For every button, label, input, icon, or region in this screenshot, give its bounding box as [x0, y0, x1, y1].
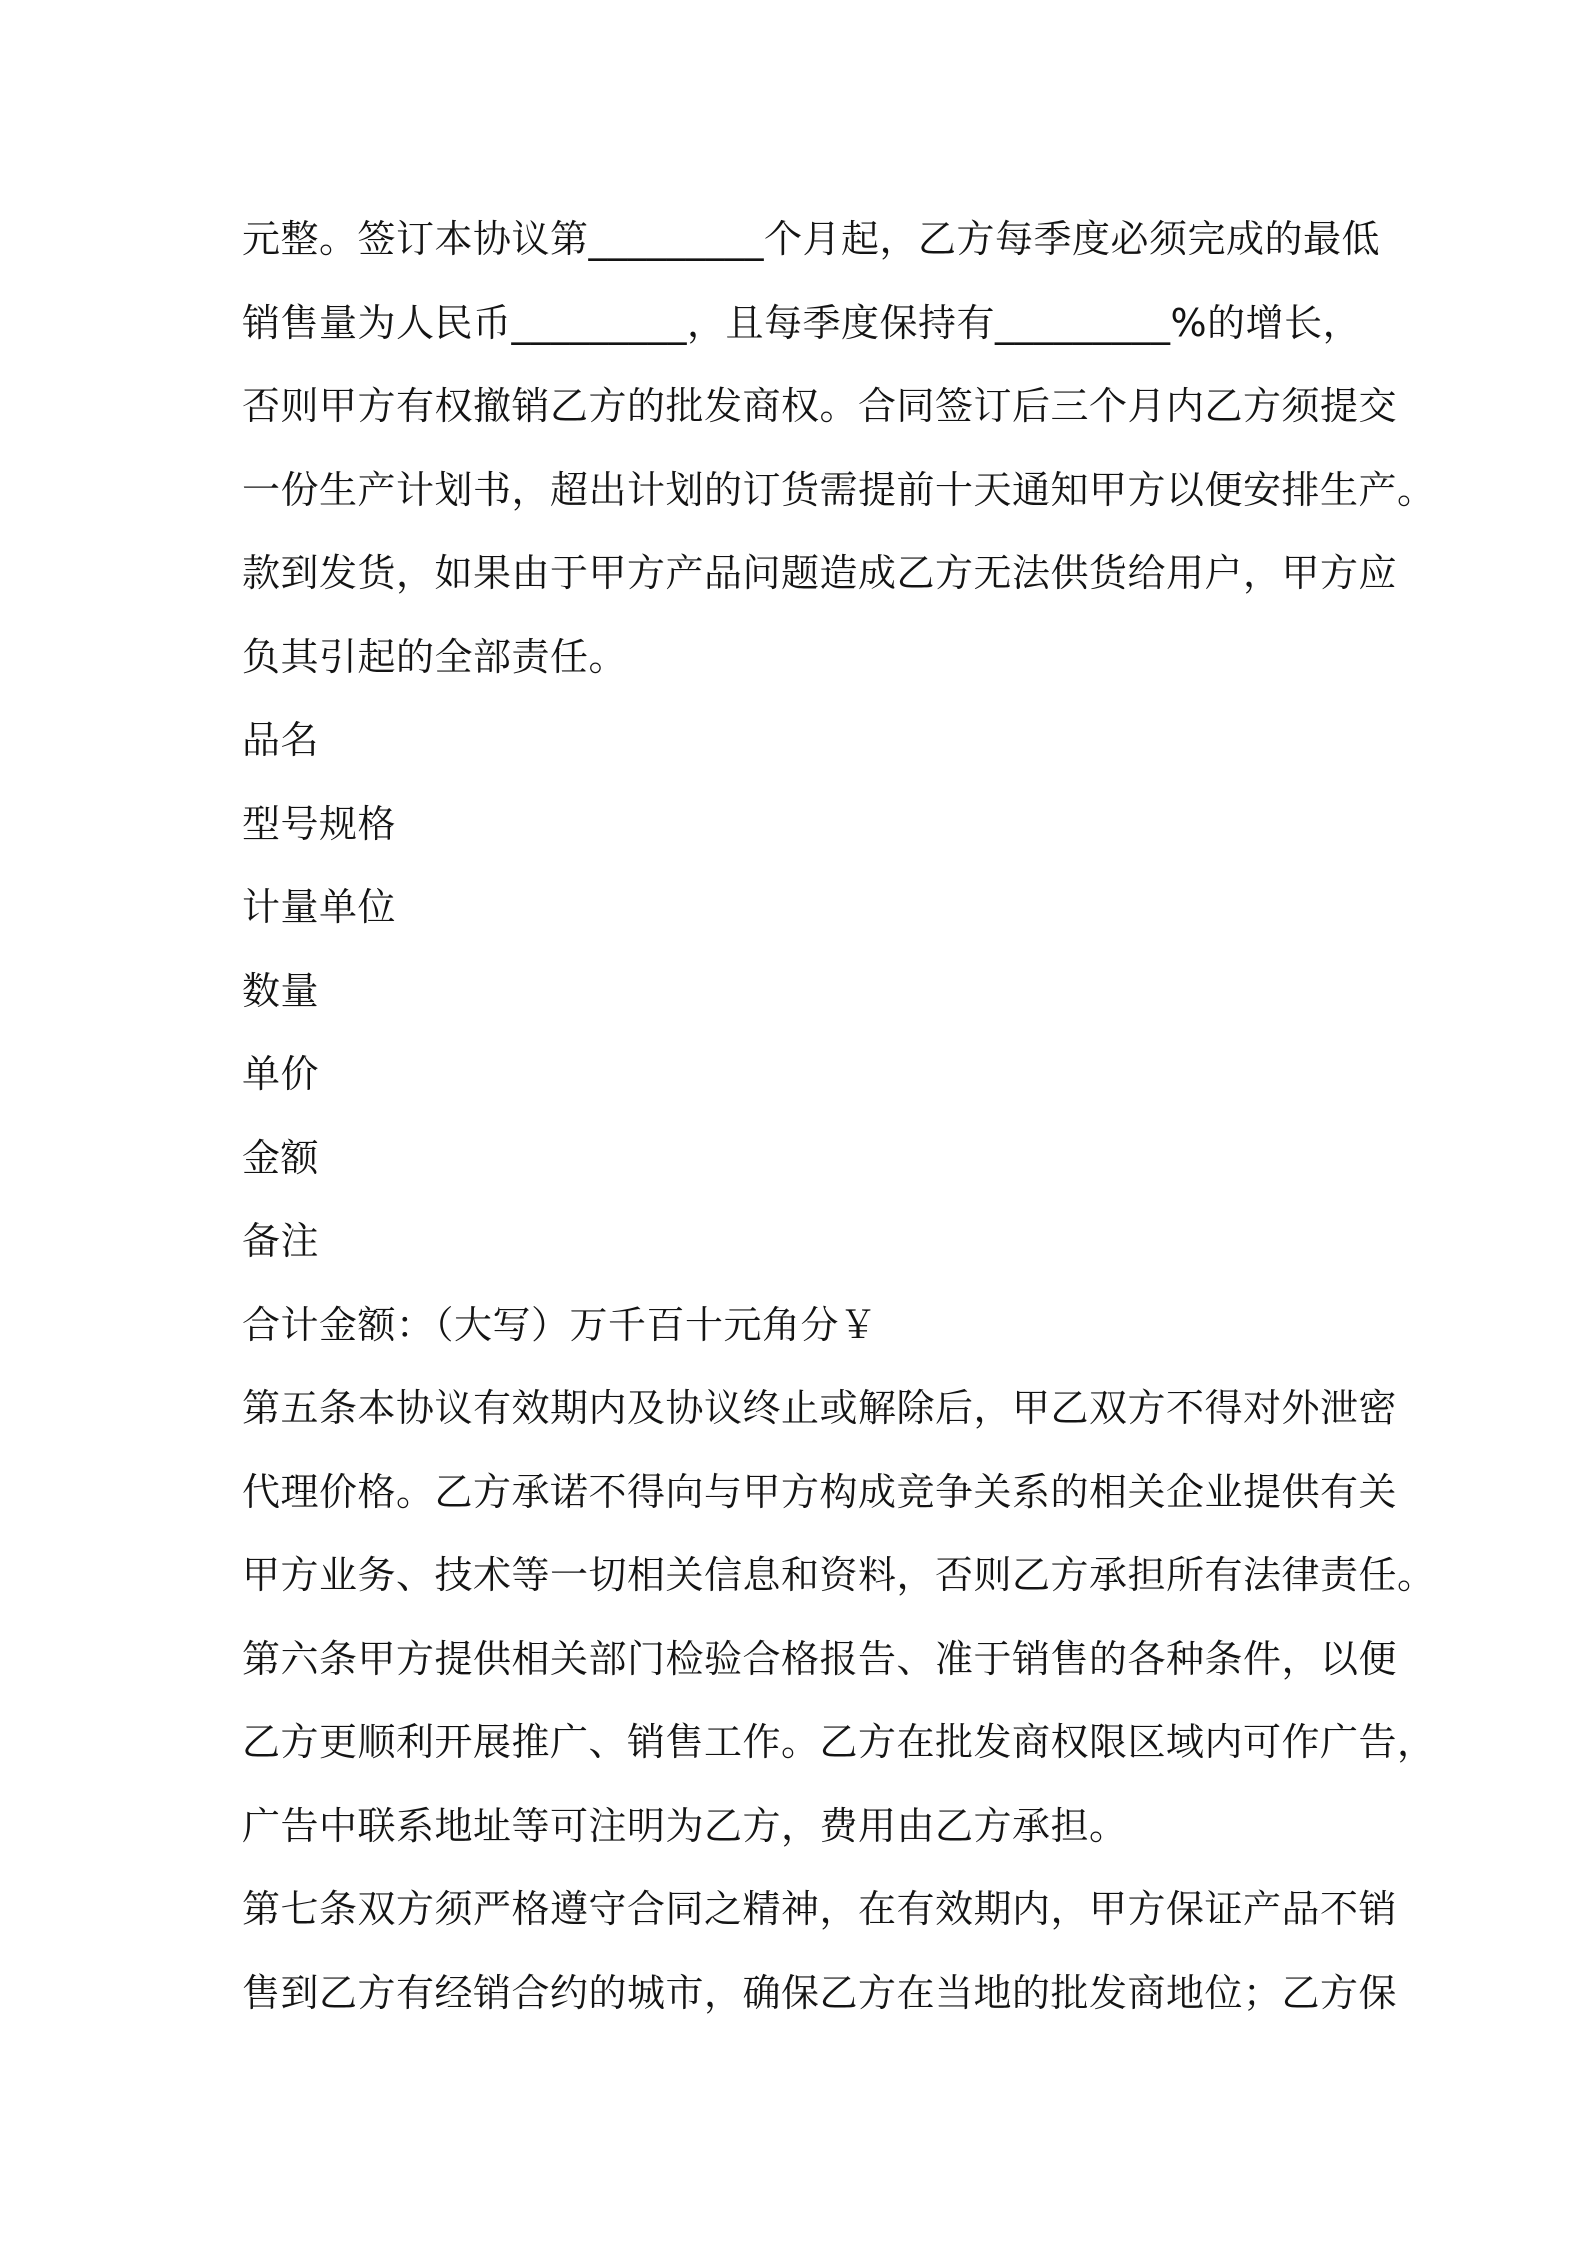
- document-body: [242, 198, 1436, 2035]
- text-line: 第五条本协议有效期内及协议终止或解除后，甲乙双方不得对外泄密: [242, 1386, 1398, 1430]
- text-line: 第六条甲方提供相关部门检验合格报告、准于销售的各种条件，以便: [242, 1636, 1398, 1681]
- text-line: 一份生产计划书，超出计划的订货需提前十天通知甲方以便安排生产。: [242, 467, 1436, 512]
- field-label-quantity: 数量: [242, 968, 320, 1013]
- text-line: 否则甲方有权撤销乙方的批发商权。合同签订后三个月内乙方须提交: [242, 384, 1398, 428]
- total-amount-line: 合计金额：（大写）万千百十元角分￥: [242, 1302, 878, 1347]
- field-label-unit: 计量单位: [242, 885, 397, 929]
- text-line: 销售量为人民币_________，且每季度保持有_________%的增长，: [242, 300, 1362, 345]
- field-label-remarks: 备注: [242, 1219, 320, 1263]
- field-label-product-name: 品名: [242, 718, 320, 762]
- text-line: 负其引起的全部责任。: [242, 634, 628, 679]
- field-label-model-spec: 型号规格: [242, 801, 397, 846]
- text-line: 第七条双方须严格遵守合同之精神，在有效期内，甲方保证产品不销: [242, 1887, 1398, 1931]
- text-line: 甲方业务、技术等一切相关信息和资料，否则乙方承担所有法律责任。: [242, 1553, 1436, 1597]
- text-line: 代理价格。乙方承诺不得向与甲方构成竞争关系的相关企业提供有关: [242, 1469, 1398, 1514]
- text-line: 款到发货，如果由于甲方产品问题造成乙方无法供货给用户，甲方应: [242, 551, 1398, 595]
- text-line: 售到乙方有经销合约的城市，确保乙方在当地的批发商地位；乙方保: [242, 1970, 1398, 2015]
- text-line: 乙方更顺利开展推广、销售工作。乙方在批发商权限区域内可作广告，: [242, 1720, 1436, 1764]
- field-label-unit-price: 单价: [242, 1052, 320, 1096]
- field-label-amount: 金额: [242, 1135, 320, 1180]
- text-line: 元整。签订本协议第_________个月起，乙方每季度必须完成的最低: [242, 217, 1381, 261]
- text-line: 广告中联系地址等可注明为乙方，费用由乙方承担。: [242, 1803, 1128, 1848]
